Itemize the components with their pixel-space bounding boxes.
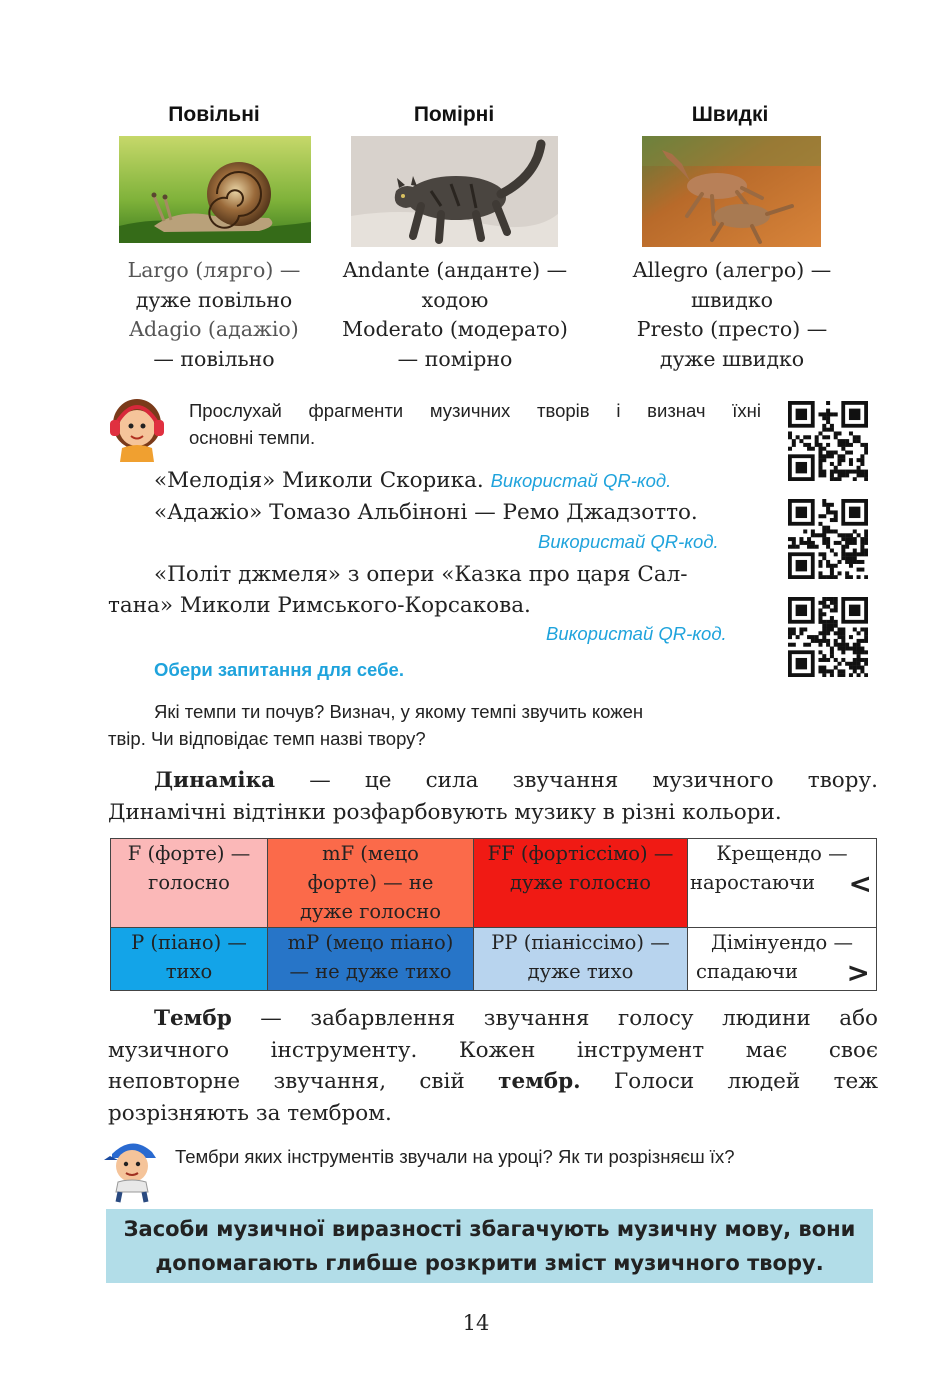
page-number: 14 xyxy=(462,1311,490,1335)
piece-1-title: «Мелодія» Миколи Скорика. xyxy=(154,468,484,493)
summary-line1: Засоби музичної виразності збагачують музичну мову, вони xyxy=(123,1217,856,1241)
cell-piano-line1: Р (піано) — xyxy=(131,931,247,954)
listen-task-line2: основні темпи. xyxy=(189,427,316,448)
girl-headphones-icon xyxy=(106,390,168,466)
qr-code-icon[interactable] xyxy=(788,499,868,579)
snail-photo xyxy=(119,136,311,243)
dynamics-term: Динаміка xyxy=(154,768,276,793)
timbre-line3-term: тембр. xyxy=(498,1069,581,1094)
cell-fortissimo xyxy=(474,839,688,928)
timbre-term: Тембр xyxy=(154,1006,232,1031)
dynamics-line1 xyxy=(108,765,878,797)
cell-forte-line1: F (форте) — xyxy=(127,842,251,865)
tempo-moderate-line1: Andante (анданте) — xyxy=(342,258,568,282)
cell-ff-line2: дуже голосно xyxy=(510,871,651,894)
piece-2-title: «Адажіо» Томазо Альбіноні — Ремо Джадзотто. xyxy=(154,500,698,525)
timbre-line3-c: Голоси людей теж xyxy=(580,1069,878,1094)
choose-heading: Обери запитання для себе. xyxy=(154,659,404,680)
piece-3 xyxy=(108,559,764,621)
tempo-moderate-line4: — помірно xyxy=(397,346,513,371)
qr-code-icon[interactable] xyxy=(788,401,868,481)
cell-forte-line2: голосно xyxy=(148,871,230,894)
tempo-moderate-line2: ходою xyxy=(421,287,489,312)
cell-mf-line3: дуже голосно xyxy=(300,900,441,923)
cell-piano-line2: тихо xyxy=(165,960,213,983)
piece-2-qr-hint[interactable]: Використай QR-код. xyxy=(538,531,719,552)
timbre-paragraph xyxy=(108,1003,878,1129)
timbre-line3 xyxy=(108,1066,878,1098)
cell-mp-line2: — не дуже тихо xyxy=(289,960,452,983)
dynamics-line2: Динамічні відтінки розфарбовують музику в різні кольори. xyxy=(108,799,782,825)
timbre-line1-rest: — забарвлення звучання голосу людини або xyxy=(231,1006,878,1031)
listen-task-line1: Прослухай фрагменти музичних творів і визнач їхні xyxy=(189,400,761,421)
cell-cresc-line2: наростаючи xyxy=(690,871,816,894)
cell-pp-line2: дуже тихо xyxy=(527,960,634,983)
crescendo-sign: < xyxy=(848,867,872,900)
diminuendo-sign: > xyxy=(846,956,870,989)
dynamics-line1-rest: — це сила звучання музичного твору. xyxy=(275,768,878,793)
cat-photo xyxy=(351,136,558,247)
piece-1-qr-hint[interactable]: Використай QR-код. xyxy=(490,470,672,491)
heading-moderate: Помірні xyxy=(413,103,495,126)
cell-dim-line1: Дімінуендо — xyxy=(711,931,853,954)
questions-line2: твір. Чи відповідає темп назві твору? xyxy=(108,728,426,749)
cell-mf-line2: форте) — не xyxy=(307,871,434,894)
summary-box xyxy=(106,1209,873,1283)
cell-mf-line1: mF (мецо xyxy=(322,842,419,865)
timbre-line4: розрізняють за тембром. xyxy=(108,1100,392,1126)
heading-slow: Повільні xyxy=(168,103,260,126)
cell-pp-line1: PP (піаніссімо) — xyxy=(491,931,670,954)
tempo-fast-line4: дуже швидко xyxy=(659,346,805,371)
summary-line2: допомагають глибше розкрити зміст музичного твору. xyxy=(155,1251,824,1275)
piece-3-line1: «Політ джмеля» з опери «Казка про царя Сал- xyxy=(154,562,688,587)
tempo-slow-line4: — повільно xyxy=(153,346,275,371)
questions-line1: Які темпи ти почув? Визнач, у якому темпі звучить кожен xyxy=(154,701,644,722)
tempo-fast-desc xyxy=(612,256,852,374)
timbre-line2: музичного інструменту. Кожен інструмент має своє xyxy=(108,1037,878,1063)
cell-mezzo-forte xyxy=(268,839,474,928)
timbre-line3-a: неповторне звучання, свій xyxy=(108,1069,499,1094)
tempo-slow-desc xyxy=(100,256,328,374)
cell-piano xyxy=(111,928,268,991)
tempo-fast-line1: Allegro (алегро) — xyxy=(632,258,832,282)
tempo-moderate-line3: Moderato (модерато) xyxy=(342,317,568,341)
timbre-line1 xyxy=(108,1003,878,1035)
dynamics-table xyxy=(110,838,877,991)
cell-forte xyxy=(111,839,268,928)
cell-crescendo xyxy=(688,839,877,928)
cell-pianissimo xyxy=(474,928,688,991)
cell-mp-line1: mP (мецо піано) xyxy=(287,931,454,954)
piece-3-line2: тана» Миколи Римського-Корсакова. xyxy=(108,593,531,618)
qr-code-icon[interactable] xyxy=(788,597,868,677)
tempo-slow-line1: Largo (лярго) — xyxy=(127,258,301,282)
piece-3-qr-hint[interactable]: Використай QR-код. xyxy=(546,623,727,644)
cell-diminuendo xyxy=(688,928,877,991)
deer-photo xyxy=(642,136,821,247)
tempo-moderate-desc xyxy=(326,256,584,374)
tempo-fast-line2: швидко xyxy=(690,287,774,312)
heading-fast: Швидкі xyxy=(691,103,769,126)
table-row xyxy=(111,928,877,991)
tempo-slow-line2: дуже повільно xyxy=(135,287,293,312)
table-row xyxy=(111,839,877,928)
tempo-slow-line3: Adagio (адажіо) xyxy=(129,317,299,341)
piece-1 xyxy=(154,465,764,496)
tempo-fast-line3: Presto (престо) — xyxy=(636,317,828,341)
questions xyxy=(108,698,761,752)
listen-task-text xyxy=(189,397,761,451)
boy-cap-icon xyxy=(104,1134,160,1204)
cell-mezzo-piano xyxy=(268,928,474,991)
cell-ff-line1: FF (фортіссімо) — xyxy=(487,842,674,865)
cell-dim-line2: спадаючи xyxy=(696,960,799,983)
dynamics-paragraph xyxy=(108,765,878,828)
timbre-task-text: Тембри яких інструментів звучали на уроці? Як ти розрізняєш їх? xyxy=(175,1146,735,1167)
cell-cresc-line1: Крещендо — xyxy=(716,842,848,865)
